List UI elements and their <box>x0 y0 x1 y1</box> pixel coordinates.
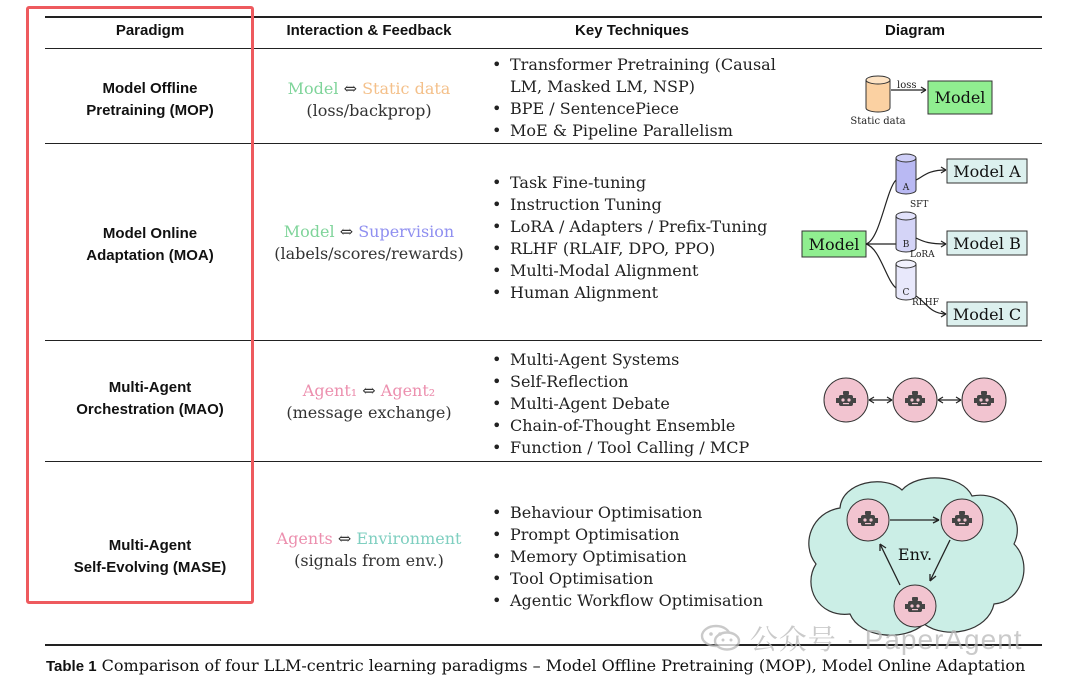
technique-item <box>490 437 749 459</box>
moa-diagram <box>800 150 1035 334</box>
techniques-list <box>490 502 763 612</box>
techniques-list <box>490 349 749 459</box>
technique-text: Function / Tool Calling / MCP <box>510 438 750 457</box>
interaction-cell <box>256 528 482 572</box>
techniques-list <box>490 54 776 142</box>
agent-node <box>893 378 937 422</box>
dataset-a-cylinder <box>896 154 916 194</box>
interaction-arrow: ⇔ <box>332 529 357 548</box>
interaction-pair <box>256 221 482 243</box>
interaction-left: Agent₁ <box>302 381 358 400</box>
table-caption <box>46 656 1025 675</box>
paradigm-line: Multi-Agent <box>108 379 192 396</box>
agent-node <box>941 499 983 541</box>
method-label: RLHF <box>912 298 939 308</box>
header-interaction: Interaction & Feedback <box>286 22 452 39</box>
technique-item <box>490 98 776 120</box>
source-model-label: Model <box>808 235 860 254</box>
technique-text: Multi-Modal Alignment <box>510 261 699 280</box>
interaction-arrow: ⇔ <box>334 222 359 241</box>
technique-item <box>490 590 763 612</box>
technique-text: • Transformer Pretraining (Causal <box>510 55 776 74</box>
technique-text: RLHF (RLAIF, DPO, PPO) <box>510 239 716 258</box>
interaction-detail: (message exchange) <box>286 403 452 422</box>
technique-text: Task Fine-tuning <box>510 173 647 192</box>
technique-item <box>490 524 763 546</box>
interaction-cell <box>256 380 482 424</box>
interaction-left: Model <box>283 222 335 241</box>
paradigm-highlight-box <box>26 6 254 604</box>
technique-item <box>490 172 767 194</box>
mao-diagram <box>815 372 1015 428</box>
dataset-label: B <box>902 240 910 250</box>
agent-node <box>962 378 1006 422</box>
technique-text: Human Alignment <box>510 283 659 302</box>
technique-text: BPE / SentencePiece <box>510 99 679 118</box>
interaction-right: Static data <box>362 79 451 98</box>
techniques-list <box>490 172 767 304</box>
interaction-arrow: ⇔ <box>338 79 363 98</box>
paradigm-line: Orchestration (MAO) <box>76 401 224 418</box>
technique-text: Memory Optimisation <box>510 547 687 566</box>
environment-label: Env. <box>897 545 933 564</box>
model-label: Model <box>934 88 986 107</box>
watermark-text: 公众号 · PaperAgent <box>749 624 1023 655</box>
technique-item <box>490 54 776 98</box>
technique-item <box>490 415 749 437</box>
technique-item <box>490 371 749 393</box>
interaction-detail: (labels/scores/rewards) <box>274 244 464 263</box>
technique-text: Chain-of-Thought Ensemble <box>510 416 736 435</box>
technique-text: Behaviour Optimisation <box>510 503 703 522</box>
agent-node <box>847 499 889 541</box>
model-a-label: Model A <box>953 162 1021 181</box>
dataset-b-cylinder <box>896 212 916 252</box>
technique-item <box>490 568 763 590</box>
technique-item <box>490 194 767 216</box>
wechat-icon <box>700 624 742 652</box>
model-c-label: Model C <box>952 305 1022 324</box>
technique-text: MoE & Pipeline Parallelism <box>510 121 733 140</box>
branch-edge <box>866 180 896 244</box>
technique-item <box>490 120 776 142</box>
interaction-pair <box>256 380 482 402</box>
interaction-pair <box>256 528 482 550</box>
header-paradigm: Paradigm <box>115 22 185 39</box>
interaction-detail: (loss/backprop) <box>306 101 432 120</box>
technique-item <box>490 238 767 260</box>
technique-text: Self-Reflection <box>510 372 629 391</box>
bidirectional-arrow <box>938 397 961 403</box>
technique-text: Prompt Optimisation <box>510 525 680 544</box>
model-b-label: Model B <box>953 234 1021 253</box>
dataset-label: A <box>902 183 910 193</box>
technique-text: LM, Masked LM, NSP) <box>510 77 695 96</box>
technique-text: Instruction Tuning <box>510 195 662 214</box>
header-techniques: Key Techniques <box>575 22 689 39</box>
technique-item <box>490 260 767 282</box>
interaction-left: Agents <box>276 529 333 548</box>
interaction-right: Agent₂ <box>380 381 436 400</box>
mop-diagram <box>830 68 1010 132</box>
paradigm-line: Model Online <box>102 225 198 242</box>
technique-item <box>490 393 749 415</box>
paradigm-line: Self-Evolving (MASE) <box>73 559 227 576</box>
technique-item <box>490 282 767 304</box>
paradigm-line: Model Offline <box>102 80 198 97</box>
interaction-right: Environment <box>356 529 462 548</box>
technique-item <box>490 546 763 568</box>
sft-arrow <box>916 170 946 180</box>
technique-text: LoRA / Adapters / Prefix-Tuning <box>510 217 768 236</box>
technique-text: Multi-Agent Systems <box>510 350 680 369</box>
technique-text: Multi-Agent Debate <box>510 394 670 413</box>
interaction-arrow: ⇔ <box>357 381 381 400</box>
interaction-cell <box>256 78 482 122</box>
technique-item <box>490 216 767 238</box>
interaction-right: Supervision <box>358 222 455 241</box>
static-data-label: Static data <box>850 116 906 127</box>
static-data-cylinder <box>866 76 890 112</box>
interaction-cell <box>256 221 482 265</box>
caption-label: Table 1 <box>46 658 97 675</box>
caption-text: Comparison of four LLM-centric learning paradigms – Model Offline Pretraining (MOP), Model Online Adaptation <box>101 656 1026 675</box>
method-label: LoRA <box>910 250 935 260</box>
dataset-c-cylinder <box>896 260 916 300</box>
technique-item <box>490 349 749 371</box>
agent-node <box>824 378 868 422</box>
technique-text: Tool Optimisation <box>510 569 654 588</box>
watermark <box>700 618 1060 655</box>
paradigm-line: Adaptation (MOA) <box>86 247 214 264</box>
dataset-label: C <box>902 288 910 298</box>
paradigm-line: Pretraining (MOP) <box>86 102 214 119</box>
bidirectional-arrow <box>869 397 892 403</box>
technique-item <box>490 502 763 524</box>
header-diagram: Diagram <box>884 22 946 39</box>
paradigm-line: Multi-Agent <box>108 537 192 554</box>
interaction-pair <box>256 78 482 100</box>
technique-text: Agentic Workflow Optimisation <box>510 591 764 610</box>
loss-label: loss <box>897 80 917 91</box>
branch-edge <box>866 244 896 288</box>
interaction-detail: (signals from env.) <box>294 551 444 570</box>
method-label: SFT <box>910 200 929 210</box>
interaction-left: Model <box>287 79 339 98</box>
